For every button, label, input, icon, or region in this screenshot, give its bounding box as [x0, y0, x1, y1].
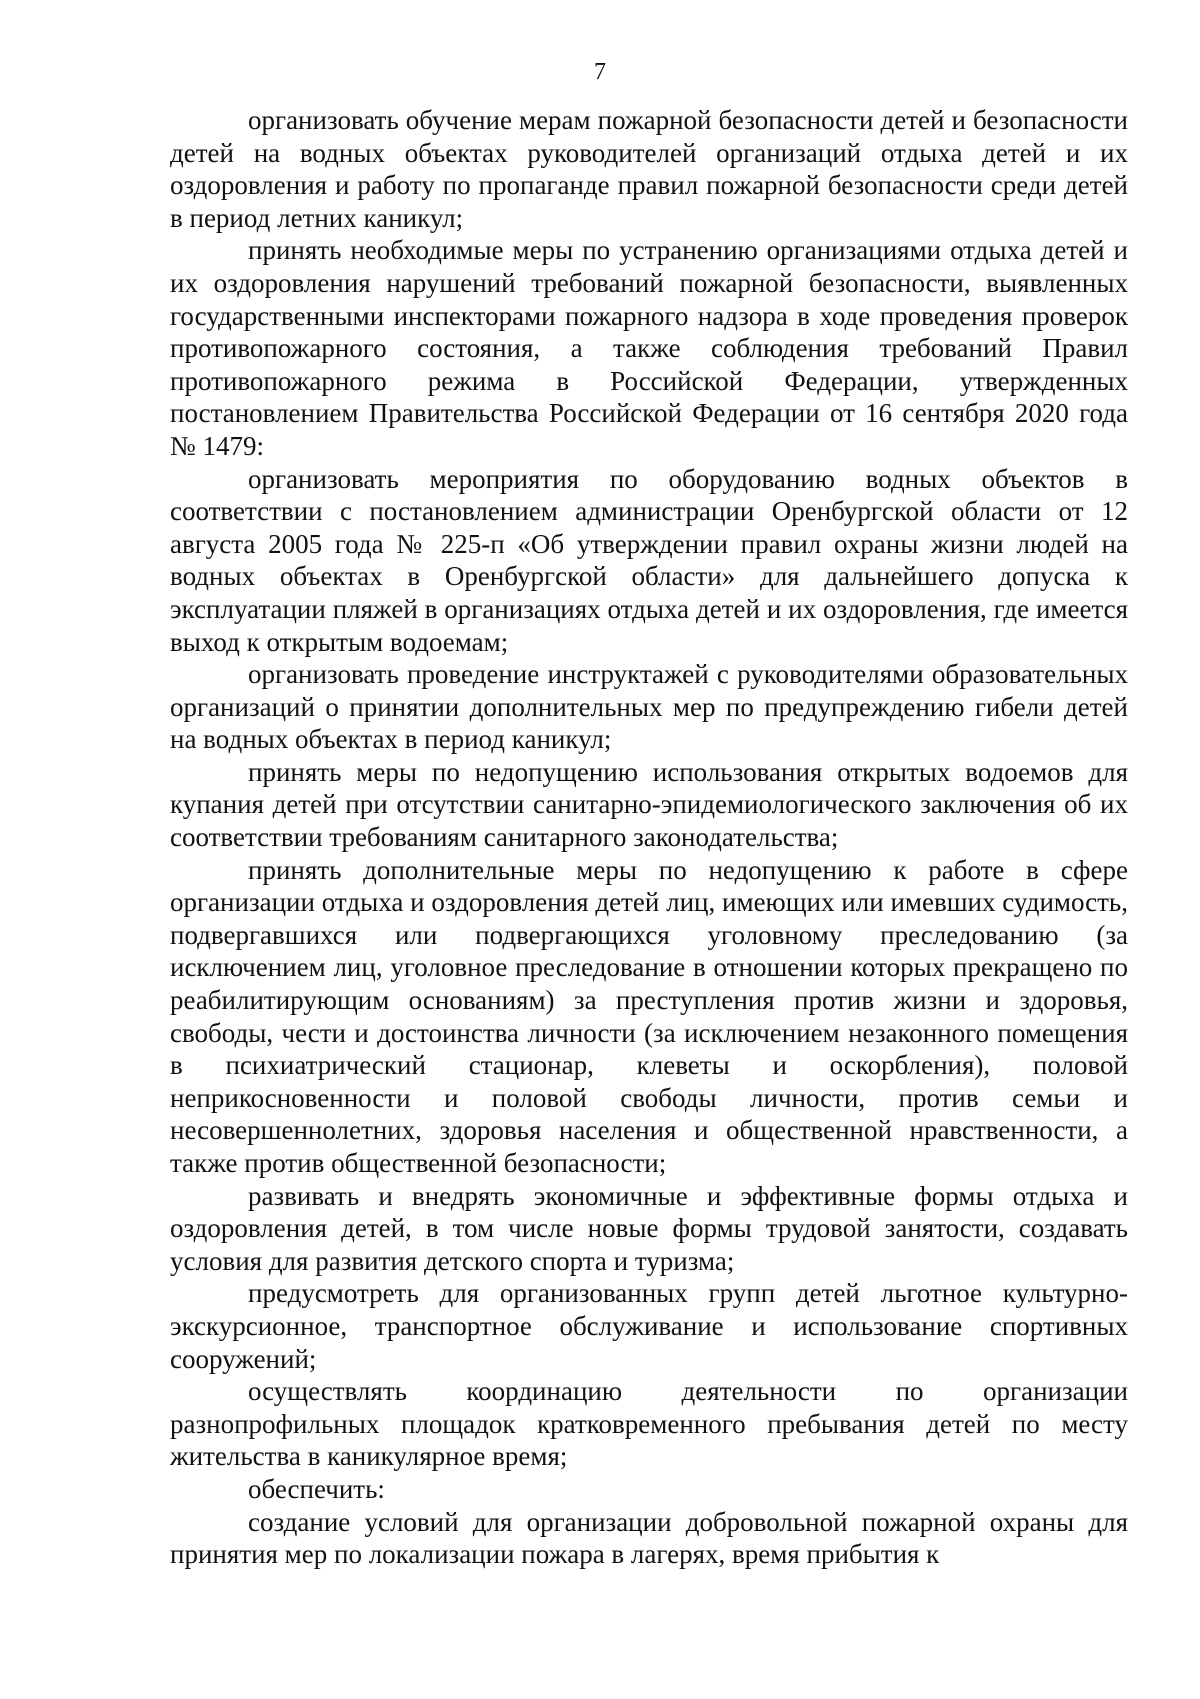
paragraph: организовать проведение инструктажей с руководителями образовательных организаций о принятии дополнительных мер по предупреждению гибели детей на водных объектах в период каникул;	[170, 659, 1128, 755]
paragraph: принять необходимые меры по устранению организациями отдыха детей и их оздоровления нарушений требований пожарной безопасности, выявленных государственными инспекторами пожарного надзора в ходе проведения проверок противопожарного состояния, а также соблюдения требований Правил противопожарного режима в Российской Федерации, утвержденных постановлением Правительства Российской Федерации от 16 сентября 2020 года № 1479:	[170, 235, 1128, 461]
paragraph: осуществлять координацию деятельности по организации разнопрофильных площадок кратковременного пребывания детей по месту жительства в каникулярное время;	[170, 1376, 1128, 1472]
paragraph: принять дополнительные меры по недопущению к работе в сфере организации отдыха и оздоровления детей лиц, имеющих или имевших судимость, подвергавшихся или подвергающихся уголовному преследованию (за исключением лиц, уголовное преследование в отношении которых прекращено по реабилитирующим основаниям) за преступления против жизни и здоровья, свободы, чести и достоинства личности (за исключением незаконного помещения в психиатрический стационар, клеветы и оскорбления), половой неприкосновенности и половой свободы личности, против семьи и несовершеннолетних, здоровья населения и общественной нравственности, а также против общественной безопасности;	[170, 854, 1128, 1178]
paragraph: предусмотреть для организованных групп детей льготное культурно-экскурсионное, транспортное обслуживание и использование спортивных сооружений;	[170, 1278, 1128, 1374]
document-body	[170, 104, 1128, 1571]
paragraph: развивать и внедрять экономичные и эффективные формы отдыха и оздоровления детей, в том числе новые формы трудовой занятости, создавать условия для развития детского спорта и туризма;	[170, 1180, 1128, 1276]
paragraph: организовать обучение мерам пожарной безопасности детей и безопасности детей на водных объектах руководителей организаций отдыха детей и их оздоровления и работу по пропаганде правил пожарной безопасности среди детей в период летних каникул;	[170, 105, 1128, 233]
paragraph: создание условий для организации добровольной пожарной охраны для принятия мер по локализации пожара в лагерях, время прибытия к	[170, 1506, 1128, 1570]
page-number: 7	[594, 59, 606, 85]
paragraph: организовать мероприятия по оборудованию водных объектов в соответствии с постановлением администрации Оренбургской области от 12 августа 2005 года № 225-п «Об утверждении правил охраны жизни людей на водных объектах в Оренбургской области» для дальнейшего допуска к эксплуатации пляжей в организациях отдыха детей и их оздоровления, где имеется выход к открытым водоемам;	[170, 463, 1128, 657]
paragraph: принять меры по недопущению использования открытых водоемов для купания детей при отсутствии санитарно-эпидемиологического заключения об их соответствии требованиям санитарного законодательства;	[170, 756, 1128, 853]
paragraph: обеспечить:	[248, 1473, 385, 1504]
